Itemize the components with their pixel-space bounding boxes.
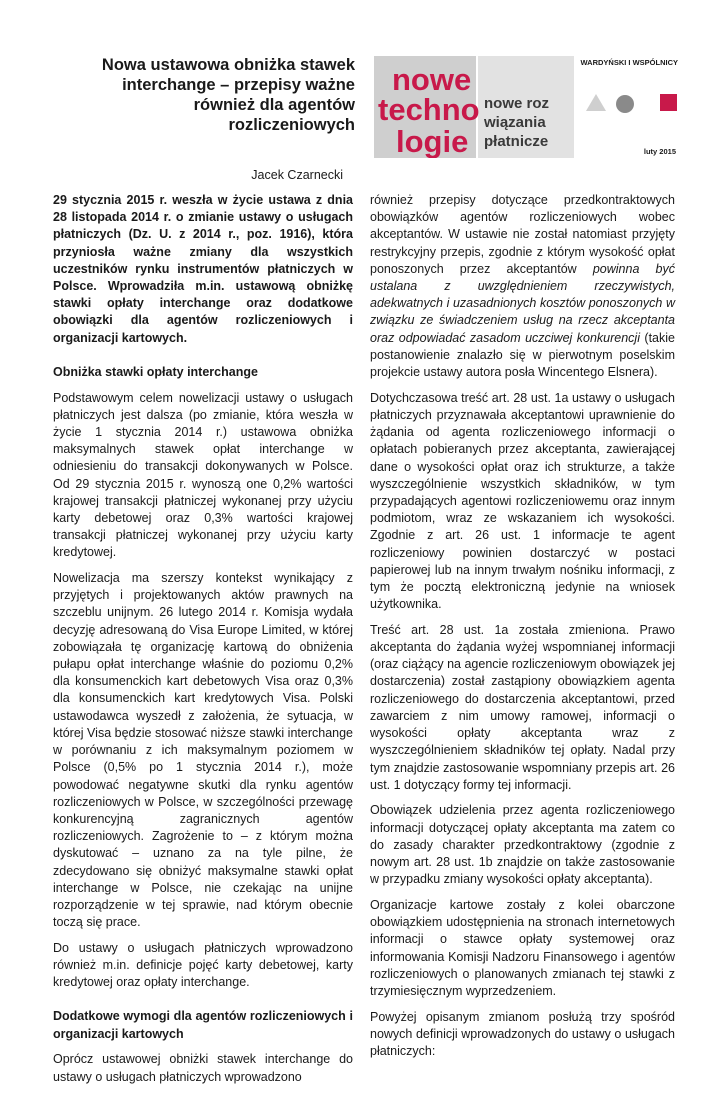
lead-paragraph: 29 stycznia 2015 r. weszła w życie ustawa z dnia 28 listopada 2014 r. o zmianie ustawy o usługach płatniczych (Dz. U. z 2014 r., poz. 1916), która przyniosła ważne zmiany dla wszystkich uczestników rynku instrumentów płatniczych w Polsce. Wprowadziła m.in. ustawową obniżkę stawki opłaty interchange oraz dodatkowe obowiązki dla agentów rozliczeniowych i organizacji kartowych. [53,193,353,345]
logo-word-nowe: nowe [392,62,472,97]
paragraph [370,192,675,381]
paragraph: Dotychczasowa treść art. 28 ust. 1a ustawy o usługach płatniczych przyznawała akceptantowi uprawnienie do żądania od agenta rozliczeniowego informacji o opłatach pobieranych przez akceptanta, zawierającej dane o wysokości opłat oraz ich strukturze, a także wyszczególnienie wszystkich składników, w tym przypadających agentowi rozliczeniowemu oraz innym podmiotom, wraz ze wskazaniem ich wysokości. Zgodnie z art. 26 ust. 1 informacje te agent rozliczeniowy powinien dostarczyć w postaci papierowej lub na innym trwałym nośniku informacji, z tym że pocztą elektroniczną jedynie na wniosek użytkownika. [370,390,675,612]
text-run: również przepisy dotyczące przedkontraktowych obowiązków agentów rozliczeniowych wobec akceptantów. W ustawie nie został natomiast przyjęty restrykcyjny przepis, zgodnie z którym wysokość opłat ponoszonych przez akceptantów [370,193,675,276]
paragraph: Oprócz ustawowej obniżki stawek interchange do ustawy o usługach płatniczych wprowadzono [53,1052,353,1084]
paragraph: Podstawowym celem nowelizacji ustawy o usługach płatniczych jest dalsza (po zmianie, która weszła w życie 1 stycznia 2014 r.) ustawowa obniżka maksymalnych stawek opłat interchange w odniesieniu do transakcji dokonywanych w Polsce. Od 29 stycznia 2015 r. wynoszą one 0,2% wartości krajowej transakcji płatniczej wykonanej przy użyciu karty debetowej oraz 0,3% wartości krajowej transakcji płatniczej wykonanej przy użyciu karty kredytowej. [53,390,353,560]
text-run: (takie postanowienie znalazło się w pierwotnym poselskim projekcie ustawy autora posła Wincentego Elsnera). [370,330,675,380]
firm-name: WARDYŃSKI I WSPÓLNICY [580,58,678,67]
paragraph: Treść art. 28 ust. 1a została zmieniona. Prawo akceptanta do żądania wyżej wspomnianej informacji (oraz ciążący na agencie rozliczeniowym obowiązek jej dostarczenia) został zastąpiony obowiązkiem agenta rozliczeniowego do dostarczenia akceptantowi, przed zawarciem z nim umowy ramowej, informacji o wysokości opłaty akceptanta wraz z wyszczególnieniem składników tej opłaty. Nadal przy tym znajdzie zastosowanie wspomniany przepis art. 26 ust. 1 dotyczący formy tej informacji. [370,622,675,792]
quoted-provision: powinna być ustalana z uwzględnieniem rzeczywistych, adekwatnych i uzasadnionych kosztów ponoszonych w związku ze świadczeniem usług na rzecz akceptanta oraz odpowiadać zasadom uczciwej konkurencji [370,261,675,345]
page-title: Nowa ustawowa obniżka stawek interchange – przepisy ważne również dla agentów rozliczeniowych [101,56,355,134]
paragraph: Obowiązek udzielenia przez agenta rozliczeniowego informacji dotyczącej opłaty akceptanta ma zatem co do zasady charakter przedkontraktowy (zgodnie z nowym art. 28 ust. 1b znajdzie on także zastosowanie w przypadku zmiany wysokości opłaty akceptanta). [370,803,675,887]
square-shape [660,94,677,111]
logo-word-logie: logie [396,124,469,158]
paragraph: Do ustawy o usługach płatniczych wprowadzono również m.in. definicje pojęć karty debetowej, karty kredytowej oraz opłaty interchange. [53,940,353,990]
left-column [53,192,353,1094]
triangle-shape [586,94,606,111]
logo-sub-3: płatnicze [484,133,549,150]
paragraph: Powyżej opisanym zmianom posłużą trzy spośród nowych definicji wprowadzonych do ustawy o usługach płatniczych: [370,1009,675,1059]
issue-date: luty 2015 [643,147,676,156]
logo-word-techno: techno [378,92,480,127]
right-column [370,192,675,1069]
paragraph: Organizacje kartowe zostały z kolei obarczone obowiązkiem udostępnienia na stronach internetowych informacji o stawce opłaty systemowej oraz informowania Komisji Nadzoru Finansowego i agentów rozliczeniowych o planowanych zmianach tej stawki z trzymiesięcznym wyprzedzeniem. [370,897,675,998]
logo-sub-2: wiązania [484,114,546,131]
author-name: Jacek Czarnecki [251,168,343,182]
newsletter-logo [374,56,680,158]
logo-sub-1: nowe roz [484,95,550,112]
circle-shape [616,95,634,113]
paragraph: Nowelizacja ma szerszy kontekst wynikający z przyjętych i projektowanych aktów prawnych na szczeblu unijnym. 26 lutego 2014 r. Komisja wydała decyzję adresowaną do Visa Europe Limited, w której zobowiązała tę organizację kartową do obniżenia pułapu opłat interchange właśnie do poziomu 0,2% dla konsumenckich kart debetowych Visa oraz 0,3% dla konsumenckich kart kredytowych Visa. Polski ustawodawca wyszedł z założenia, że sytuacja, w której Visa będzie stosować niższe stawki interchange w porównaniu z ich maksymalnym poziomem w Polsce (0,5% po 1 stycznia 2014 r.), może powodować negatywne skutki dla rynku agentów rozliczeniowych w Polsce, w szczególności przewagę konkurencyjną zagranicznych agentów rozliczeniowych. Zagrożenie to – z którym można dyskutować – uznano za na tyle pilne, że zdecydowano się obniżyć maksymalne stawki opłat interchange w Polsce, nie czekając na unijne rozporządzenie w tej sprawie, nad którym obecnie toczą się prace. [53,571,353,930]
section-heading-interchange: Obniżka stawki opłaty interchange [53,364,258,379]
section-heading-requirements: Dodatkowe wymogi dla agentów rozliczeniowych i organizacji kartowych [53,1009,353,1041]
